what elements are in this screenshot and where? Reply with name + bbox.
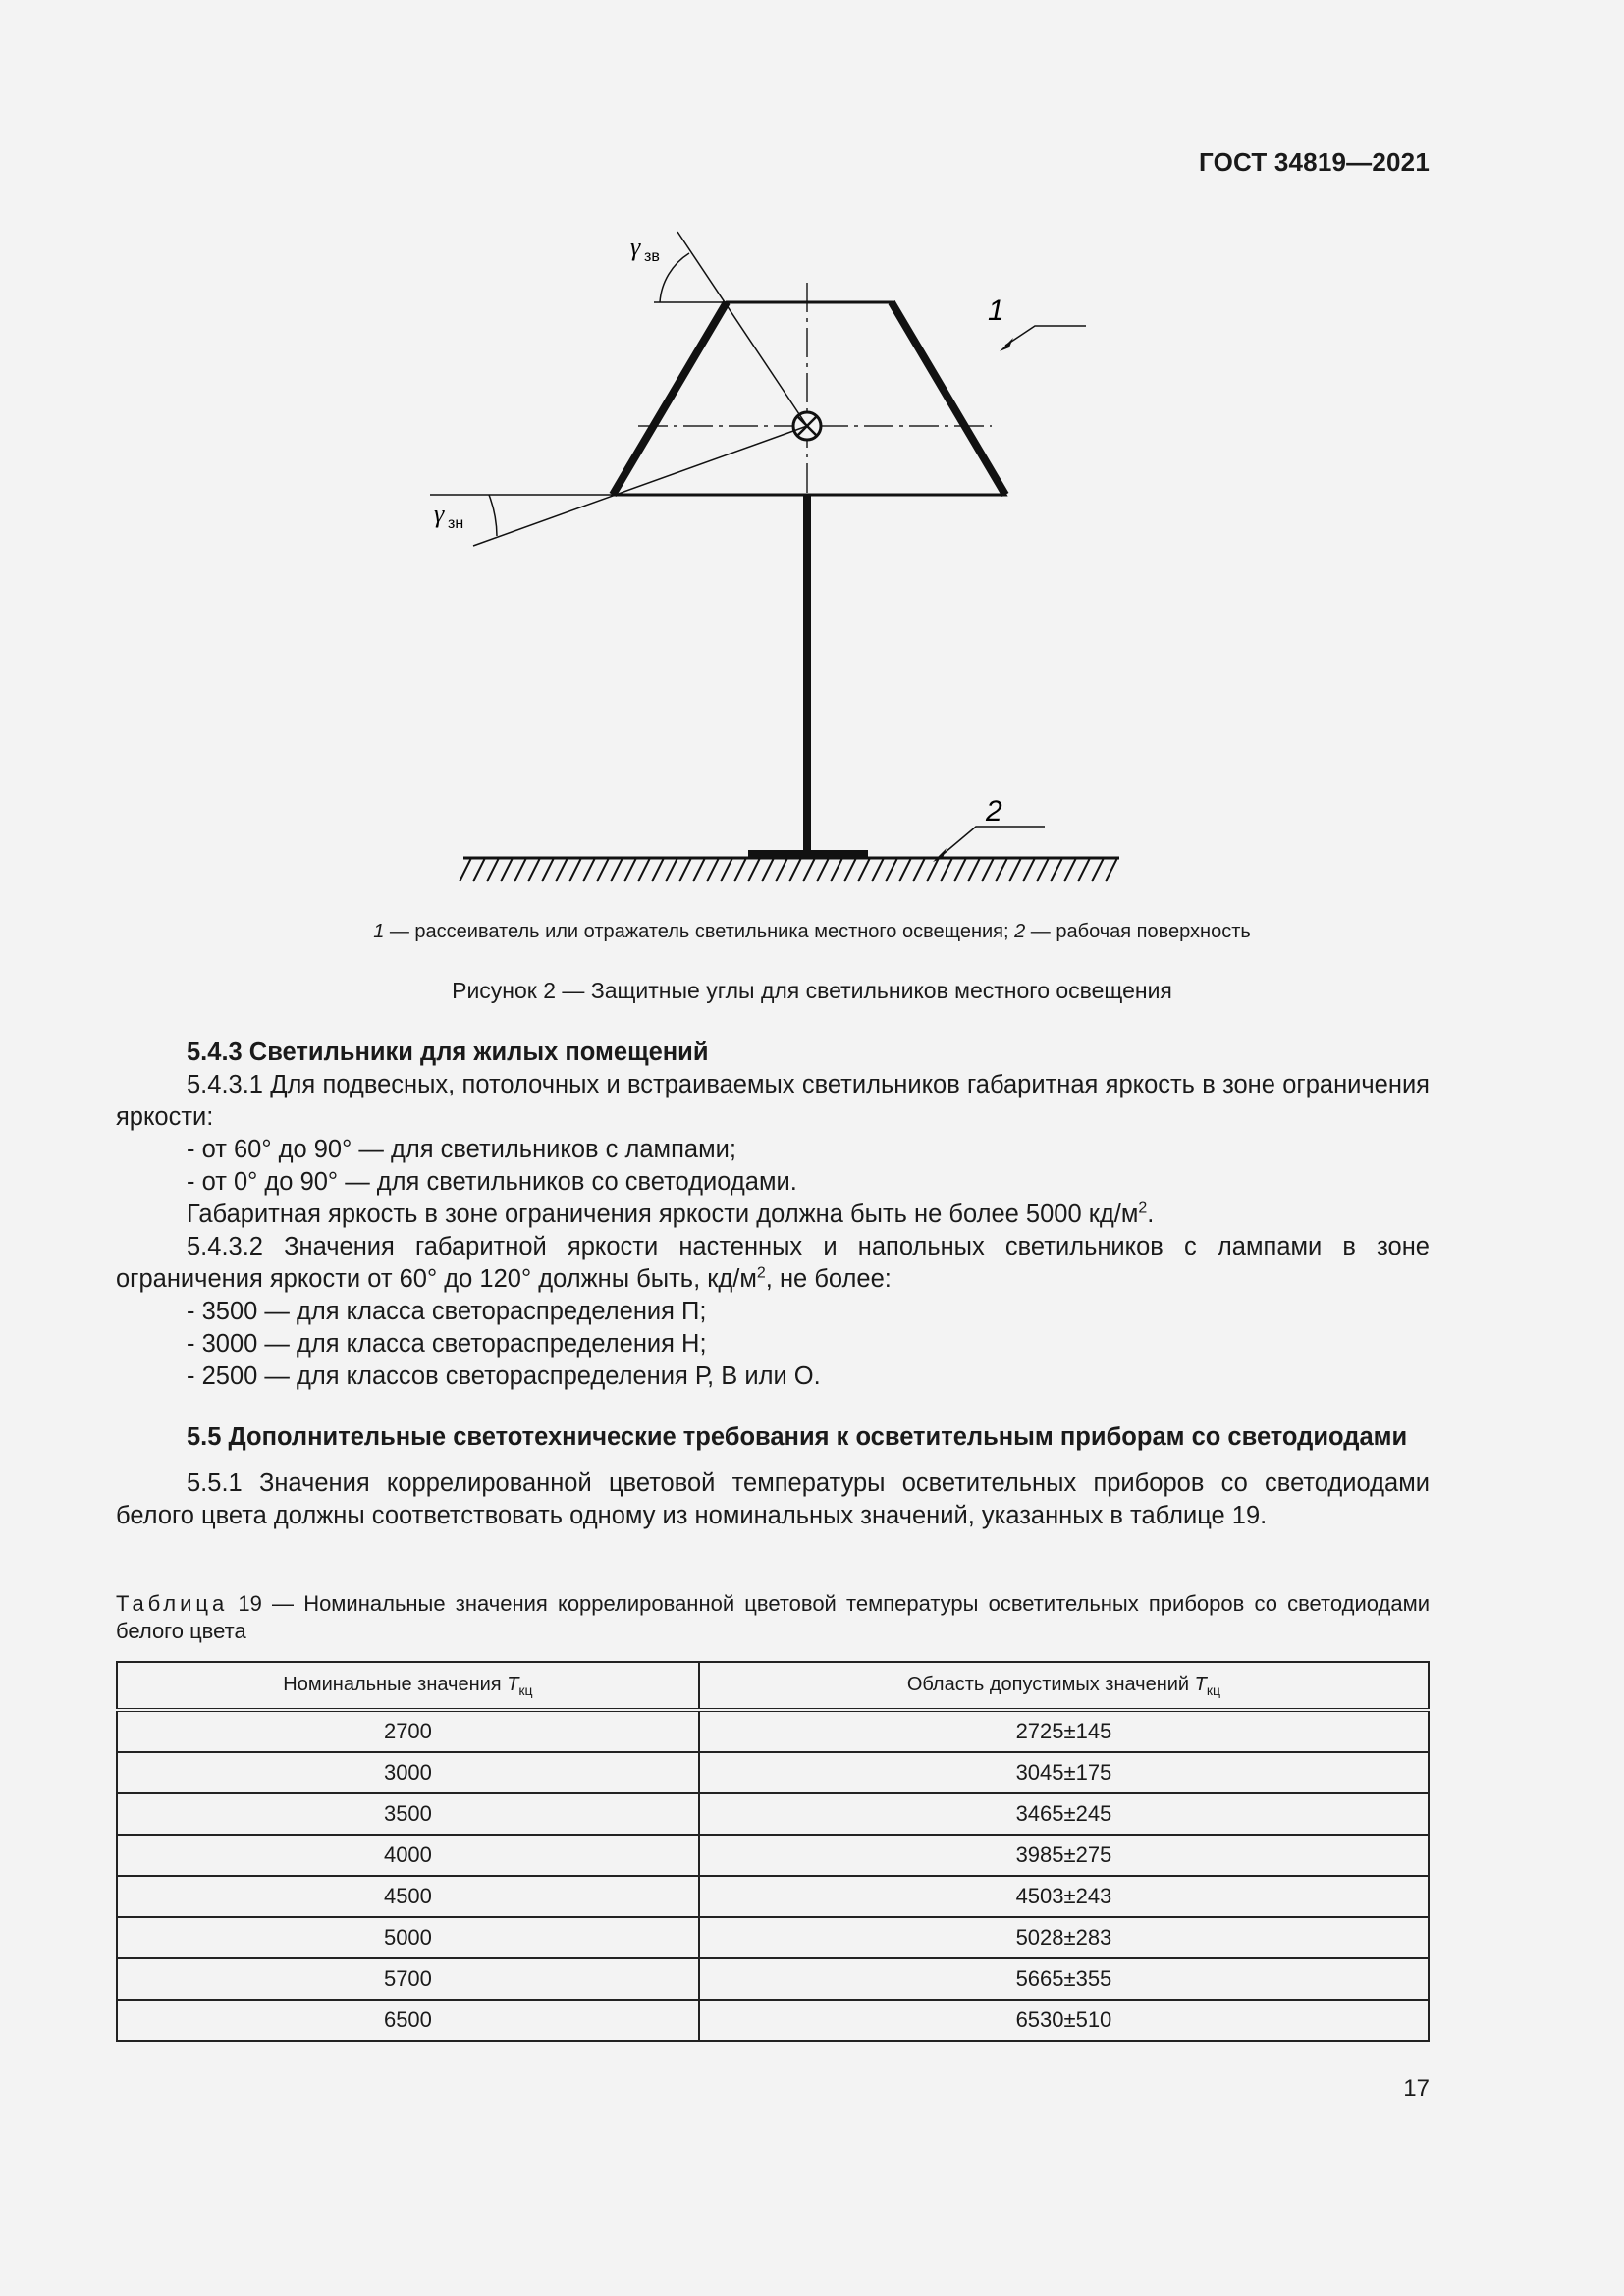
table-header-range: Область допустимых значений $T_{кц}$ (699, 1662, 1429, 1710)
working-surface-hatching (460, 858, 1117, 881)
shade-right-wall (892, 302, 1005, 495)
gamma-zn-subscript: зн (448, 515, 464, 532)
table-row: 6500 6530±510 (117, 2000, 1429, 2041)
table-row: 5700 5665±355 (117, 1958, 1429, 2000)
figure-title: Рисунок 2 — Защитные углы для светильников местного освещения (452, 978, 1172, 1003)
section-5-5 (116, 1421, 1430, 1532)
list-item: - от 60° до 90° — для светильников с лампами; (187, 1136, 736, 1163)
document-header: ГОСТ 34819—2021 (1199, 147, 1430, 177)
list-item: - от 0° до 90° — для светильников со светодиодами. (187, 1168, 797, 1196)
table-header-nominal: Номинальные значения $T_{кц}$ (117, 1662, 699, 1710)
table-row: 5000 5028±283 (117, 1917, 1429, 1958)
legend-num-1: 1 (373, 921, 385, 942)
color-temperature-table (116, 1661, 1430, 2042)
section-heading: 5.5 Дополнительные светотехнические требования к осветительным приборам со светодиодами (187, 1423, 1408, 1451)
upper-protective-ray (677, 232, 807, 426)
leader-line-1 (1005, 326, 1086, 346)
lower-angle-arc (489, 495, 497, 536)
list-item: - 3000 — для класса светораспределения Н; (187, 1330, 707, 1358)
legend-text-1: — рассеиватель или отражатель светильника местного освещения; (384, 921, 1015, 942)
paragraph: 5.4.3.2 Значения габаритной яркости настенных и напольных светильников с лампами в зоне ограничения яркости от 60° до 120° должны быть, $кд/м^2$, не более: (116, 1233, 1430, 1293)
list-item: - 2500 — для классов светораспределения Р, В или О. (187, 1362, 821, 1390)
gamma-zn-symbol: γ (434, 500, 445, 528)
paragraph: 5.4.3.1 Для подвесных, потолочных и встраиваемых светильников габаритная яркость в зоне ограничения яркости: (116, 1071, 1430, 1131)
callout-label-2: 2 (986, 795, 1002, 828)
gamma-zv-symbol: γ (630, 233, 641, 261)
page-number: 17 (1403, 2075, 1430, 2102)
list-item: - 3500 — для класса светораспределения П; (187, 1298, 707, 1325)
table-row: 4000 3985±275 (117, 1835, 1429, 1876)
figure-legend (0, 921, 1624, 943)
legend-num-2: 2 (1014, 921, 1026, 942)
figure-luminaire-diagram (412, 216, 1159, 903)
upper-angle-arc (660, 253, 689, 302)
legend-text-2: — рабочая поверхность (1025, 921, 1251, 942)
table-caption-word: Таблица (116, 1591, 229, 1616)
gamma-zv-subscript: зв (644, 248, 660, 265)
table-row: 4500 4503±243 (117, 1876, 1429, 1917)
section-5-4-3 (116, 1037, 1430, 1393)
paragraph: Габаритная яркость в зоне ограничения яркости должна быть не более 5000 $кд/м^2$. (187, 1200, 1155, 1228)
shade-left-wall (613, 302, 727, 495)
leader-line-2 (939, 827, 1045, 858)
section-heading: 5.4.3 Светильники для жилых помещений (187, 1039, 709, 1066)
table-row: 3500 3465±245 (117, 1793, 1429, 1835)
callout-label-1: 1 (988, 294, 1004, 327)
paragraph: 5.5.1 Значения коррелированной цветовой температуры осветительных приборов со светодиодами белого цвета должны соответствовать одному из номинальных значений, указанных в таблице 19. (116, 1469, 1430, 1529)
table-row: 2700 2725±145 (117, 1710, 1429, 1752)
table-caption-text: 19 — Номинальные значения коррелированной цветовой температуры осветительных приборов со светодиодами белого цвета (116, 1591, 1430, 1643)
table-caption (116, 1590, 1430, 1645)
table-row: 3000 3045±175 (117, 1752, 1429, 1793)
